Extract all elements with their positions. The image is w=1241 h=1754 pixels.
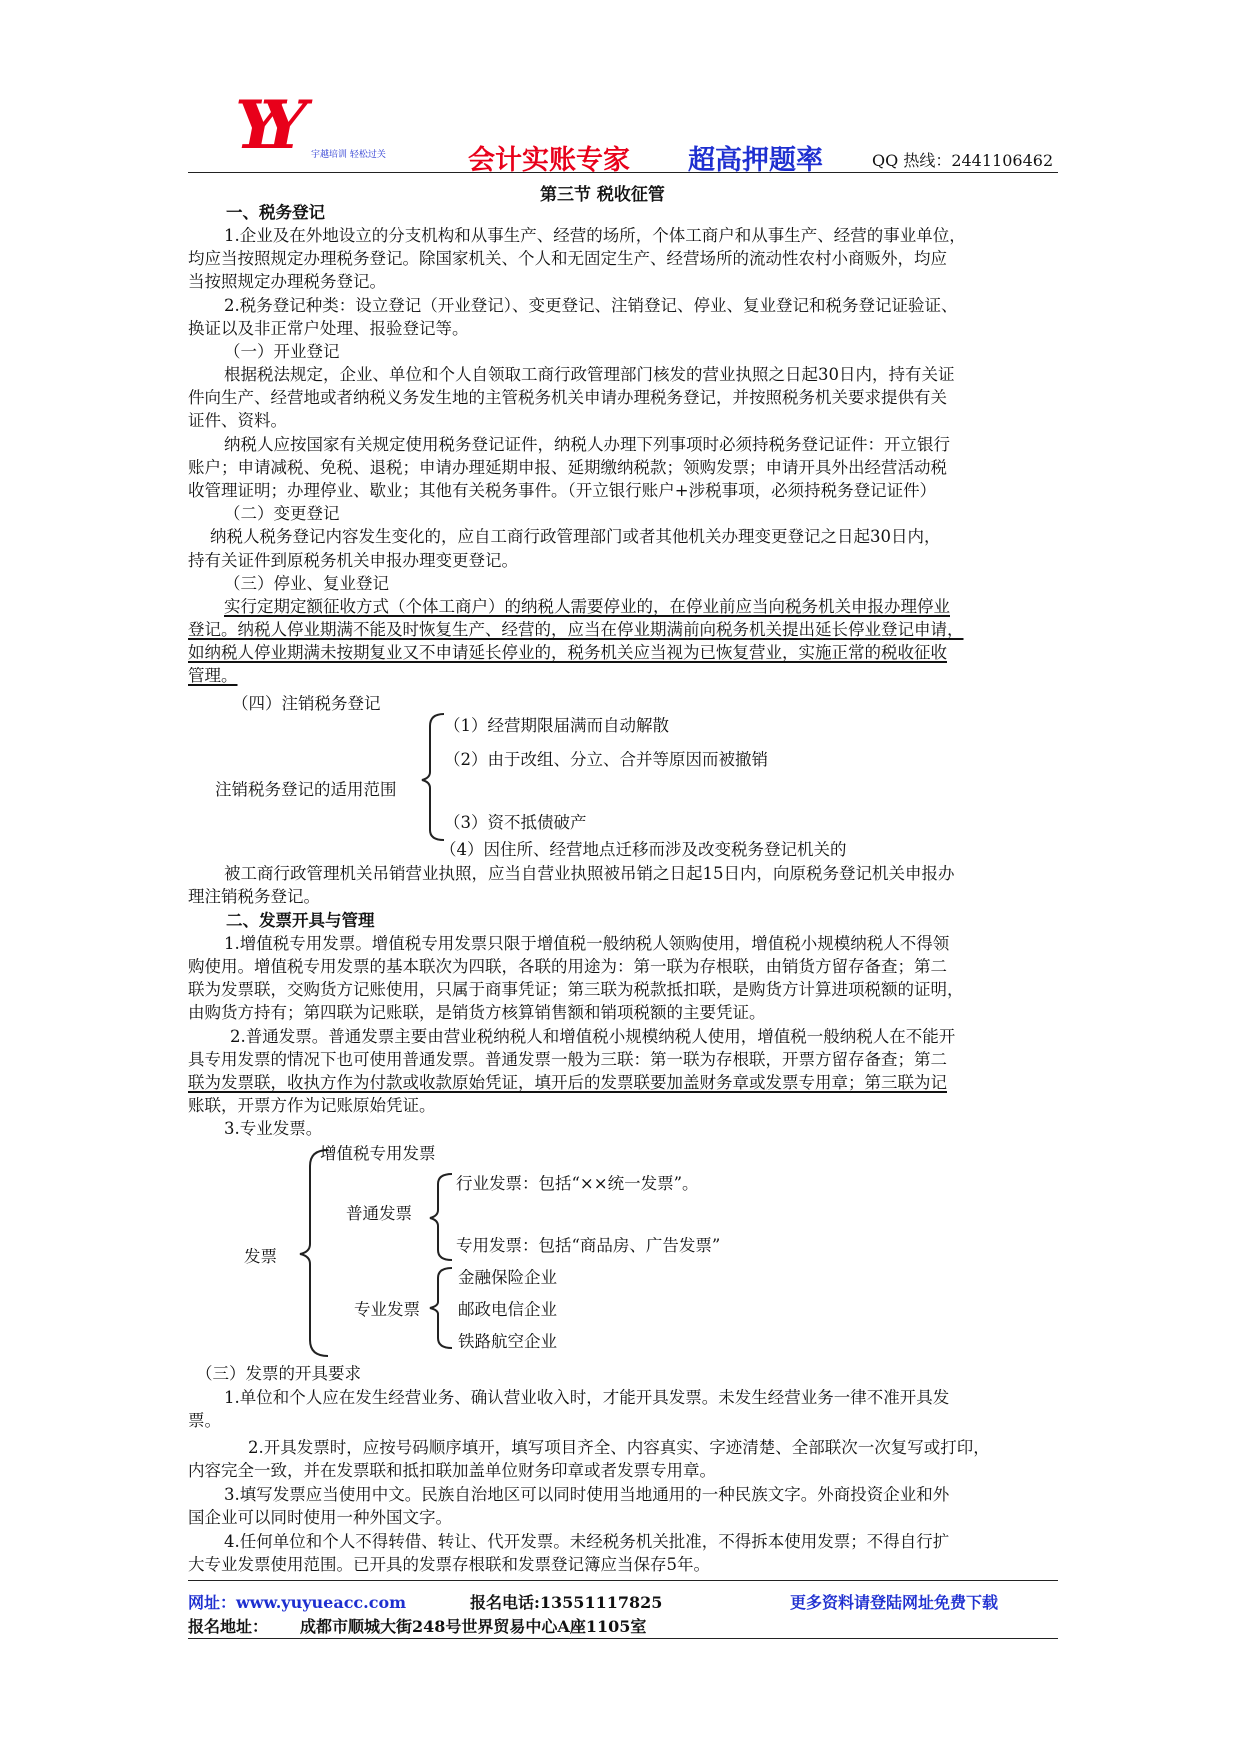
cancellation-item: （3）资不抵债破产 [444,813,587,832]
paragraph-line: 如纳税人停业期满未按期复业又不申请延长停业的，税务机关应当视为已恢复营业，实施正常的税收征收 [188,643,947,662]
cancellation-item: （1）经营期限届满而自动解散 [444,716,669,735]
paragraph-line: 票。 [188,1411,221,1430]
tree-general: 普通发票 [346,1204,412,1223]
paragraph-line: 1.增值税专用发票。增值税专用发票只限于增值税一般纳税人领购使用，增值税小规模纳税人不得领 [224,934,950,953]
invoice-brace-general [426,1172,456,1262]
paragraph-line: 4.任何单位和个人不得转借、转让、代开发票。未经税务机关批准，不得拆本使用发票；不得自行扩 [224,1532,950,1551]
paragraph-line: 联为发票联，收执方作为付款或收款原始凭证，填开后的发票联要加盖财务章或发票专用章；第三联为记 [188,1073,947,1092]
footer-rule-bottom [188,1638,1058,1639]
paragraph-line: 换证以及非正常户处理、报验登记等。 [188,319,469,338]
footer-address: 成都市顺城大街248号世界贸易中心A座1105室 [300,1617,647,1636]
footer-rule-top [188,1580,1058,1581]
subheading-invoice-requirements: （三）发票的开具要求 [196,1364,361,1383]
paragraph-line: 具专用发票的情况下也可使用普通发票。普通发票一般为三联：第一联为存根联，开票方留存备查；第二 [188,1050,947,1069]
paragraph-line: 2.普通发票。普通发票主要由营业税纳税人和增值税小规模纳税人使用，增值税一般纳税人在不能开 [230,1027,956,1046]
invoice-brace-main [296,1148,332,1358]
paragraph-line: 持有关证件到原税务机关申报办理变更登记。 [188,551,518,570]
subheading-change-registration: （二）变更登记 [224,504,340,523]
paragraph-line: 由购货方持有；第四联为记账联，是销货方核算销售额和销项税额的主要凭证。 [188,1003,766,1022]
tree-root: 发票 [244,1247,277,1266]
subheading-opening-registration: （一）开业登记 [224,342,340,361]
invoice-brace-professional [426,1266,456,1350]
paragraph-line: 收管理证明；办理停业、歇业；其他有关税务事件。（开立银行账户+涉税事项，必须持税务登记证件） [188,481,937,500]
cancellation-item: （4）因住所、经营地点迁移而涉及改变税务登记机关的 [440,840,847,859]
footer-address-label: 报名地址： [188,1617,269,1636]
header-title-blue: 超高押题率 [688,145,823,176]
paragraph-line: 根据税法规定，企业、单位和个人自领取工商行政管理部门核发的营业执照之日起30日内，持有关证 [224,365,955,384]
paragraph-line: 登记。纳税人停业期满不能及时恢复生产、经营的，应当在停业期满前向税务机关提出延长停业登记申请， [188,620,964,639]
paragraph-line: 管理。 [188,666,238,685]
logo-slogan: 宇越培训 轻松过关 [311,150,386,160]
paragraph-line: 纳税人应按国家有关规定使用税务登记证件，纳税人办理下列事项时必须持税务登记证件：开立银行 [224,435,950,454]
header-qq: QQ 热线：2441106462 [872,151,1054,170]
paragraph-line: 账户；申请减税、免税、退税；申请办理延期申报、延期缴纳税款；领购发票；申请开具外出经营活动税 [188,458,947,477]
paragraph-line: 2.税务登记种类：设立登记（开业登记）、变更登记、注销登记、停业、复业登记和税务登记证验证、 [224,296,958,315]
paragraph-line: 当按照规定办理税务登记。 [188,272,386,291]
logo-letters: YY [235,86,286,164]
tree-pro-item: 铁路航空企业 [458,1332,557,1351]
header-rule [188,172,1058,173]
paragraph-line: 3.专业发票。 [224,1119,323,1138]
tree-pro-item: 金融保险企业 [458,1268,557,1287]
paragraph-line: 实行定期定额征收方式（个体工商户）的纳税人需要停业的，在停业前应当向税务机关申报办理停业 [224,597,950,616]
paragraph-line: 国企业可以同时使用一种外国文字。 [188,1508,452,1527]
paragraph-line: 1.企业及在外地设立的分支机构和从事生产、经营的场所，个体工商户和从事生产、经营的事业单位， [224,226,966,245]
paragraph-line: 联为发票联，交购货方记账使用，只属于商事凭证；第三联为税款抵扣联，是购货方计算进项税额的证明， [188,980,964,999]
paragraph-line: 理注销税务登记。 [188,887,320,906]
tree-pro-item: 邮政电信企业 [458,1300,557,1319]
tree-special-use: 专用发票：包括“商品房、广告发票” [456,1236,721,1255]
footer-phone: 报名电话:13551117825 [470,1593,663,1612]
footer-website-link[interactable]: 网址：www.yuyueacc.com [188,1593,407,1612]
paragraph-line: 2.开具发票时，应按号码顺序填开，填写项目齐全、内容真实、字迹清楚、全部联次一次复写或打印， [248,1438,990,1457]
paragraph-line: 购使用。增值税专用发票的基本联次为四联，各联的用途为：第一联为存根联，由销货方留存备查；第二 [188,957,947,976]
subheading-cancellation: （四）注销税务登记 [232,694,381,713]
paragraph-line: 3.填写发票应当使用中文。民族自治地区可以同时使用当地通用的一种民族文字。外商投资企业和外 [224,1485,950,1504]
paragraph-line: 1.单位和个人应在发生经营业务、确认营业收入时，才能开具发票。未发生经营业务一律不准开具发 [224,1388,950,1407]
heading-invoices: 二、发票开具与管理 [226,911,375,930]
paragraph-line: 大专业发票使用范围。已开具的发票存根联和发票登记簿应当保存5年。 [188,1555,710,1574]
paragraph-line: 证件、资料。 [188,411,287,430]
paragraph-line: 均应当按照规定办理税务登记。除国家机关、个人和无固定生产、经营场所的流动性农村小商贩外，均应 [188,249,947,268]
footer-more-link[interactable]: 更多资料请登陆网址免费下载 [790,1593,999,1612]
subheading-suspension-registration: （三）停业、复业登记 [224,574,389,593]
cancellation-item: （2）由于改组、分立、合并等原因而被撤销 [444,750,768,769]
tree-professional: 专业发票 [354,1300,420,1319]
paragraph-line: 件向生产、经营地或者纳税义务发生地的主管税务机关申请办理税务登记，并按照税务机关要求提供有关 [188,388,947,407]
cancellation-scope-label: 注销税务登记的适用范围 [215,780,397,799]
tree-vat: 增值税专用发票 [320,1144,436,1163]
paragraph-line: 账联，开票方作为记账原始凭证。 [188,1096,436,1115]
section-title: 第三节 税收征管 [540,185,665,205]
logo [235,86,386,164]
paragraph-line: 纳税人税务登记内容发生变化的，应自工商行政管理部门或者其他机关办理变更登记之日起30日内， [210,527,941,546]
header-title-red: 会计实账专家 [468,145,630,176]
paragraph-line: 被工商行政管理机关吊销营业执照，应当自营业执照被吊销之日起15日内，向原税务登记机关申报办 [224,864,955,883]
heading-tax-registration: 一、税务登记 [226,203,325,222]
tree-industry: 行业发票：包括“××统一发票”。 [456,1174,699,1193]
paragraph-line: 内容完全一致，并在发票联和抵扣联加盖单位财务印章或者发票专用章。 [188,1461,716,1480]
